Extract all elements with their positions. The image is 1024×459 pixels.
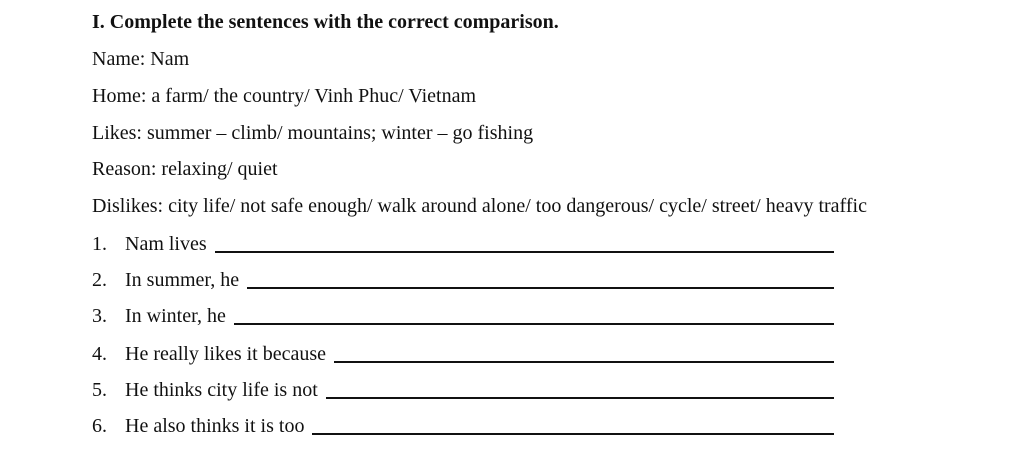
- item-prompt: Nam lives: [125, 233, 207, 255]
- exercise-item: [92, 230, 834, 256]
- answer-blank[interactable]: [334, 361, 834, 363]
- answer-blank[interactable]: [247, 287, 834, 289]
- exercise-item: [92, 340, 834, 366]
- profile-dislikes: Dislikes: city life/ not safe enough/ walk around alone/ too dangerous/ cycle/ street/ heavy traffic: [92, 195, 867, 217]
- profile-reason: Reason: relaxing/ quiet: [92, 158, 278, 180]
- profile-home: Home: a farm/ the country/ Vinh Phuc/ Vietnam: [92, 85, 477, 107]
- exercise-item: [92, 266, 834, 292]
- exercise-item: [92, 302, 834, 328]
- profile-name: Name: Nam: [92, 48, 190, 70]
- item-prompt: He thinks city life is not: [125, 379, 318, 401]
- item-prompt: In summer, he: [125, 269, 240, 291]
- item-prompt: He really likes it because: [125, 343, 327, 365]
- item-number: 6.: [92, 415, 107, 437]
- item-number: 3.: [92, 305, 107, 327]
- profile-likes: Likes: summer – climb/ mountains; winter – go fishing: [92, 122, 534, 144]
- item-number: 4.: [92, 343, 107, 365]
- exercise-title: I. Complete the sentences with the correct comparison.: [92, 11, 559, 33]
- item-number: 1.: [92, 233, 107, 255]
- item-prompt: In winter, he: [125, 305, 226, 327]
- answer-blank[interactable]: [215, 251, 834, 253]
- item-number: 5.: [92, 379, 107, 401]
- answer-blank[interactable]: [326, 397, 834, 399]
- exercise-item: [92, 376, 834, 402]
- item-number: 2.: [92, 269, 107, 291]
- answer-blank[interactable]: [312, 433, 834, 435]
- item-prompt: He also thinks it is too: [125, 415, 305, 437]
- answer-blank[interactable]: [234, 323, 834, 325]
- exercise-item: [92, 412, 834, 438]
